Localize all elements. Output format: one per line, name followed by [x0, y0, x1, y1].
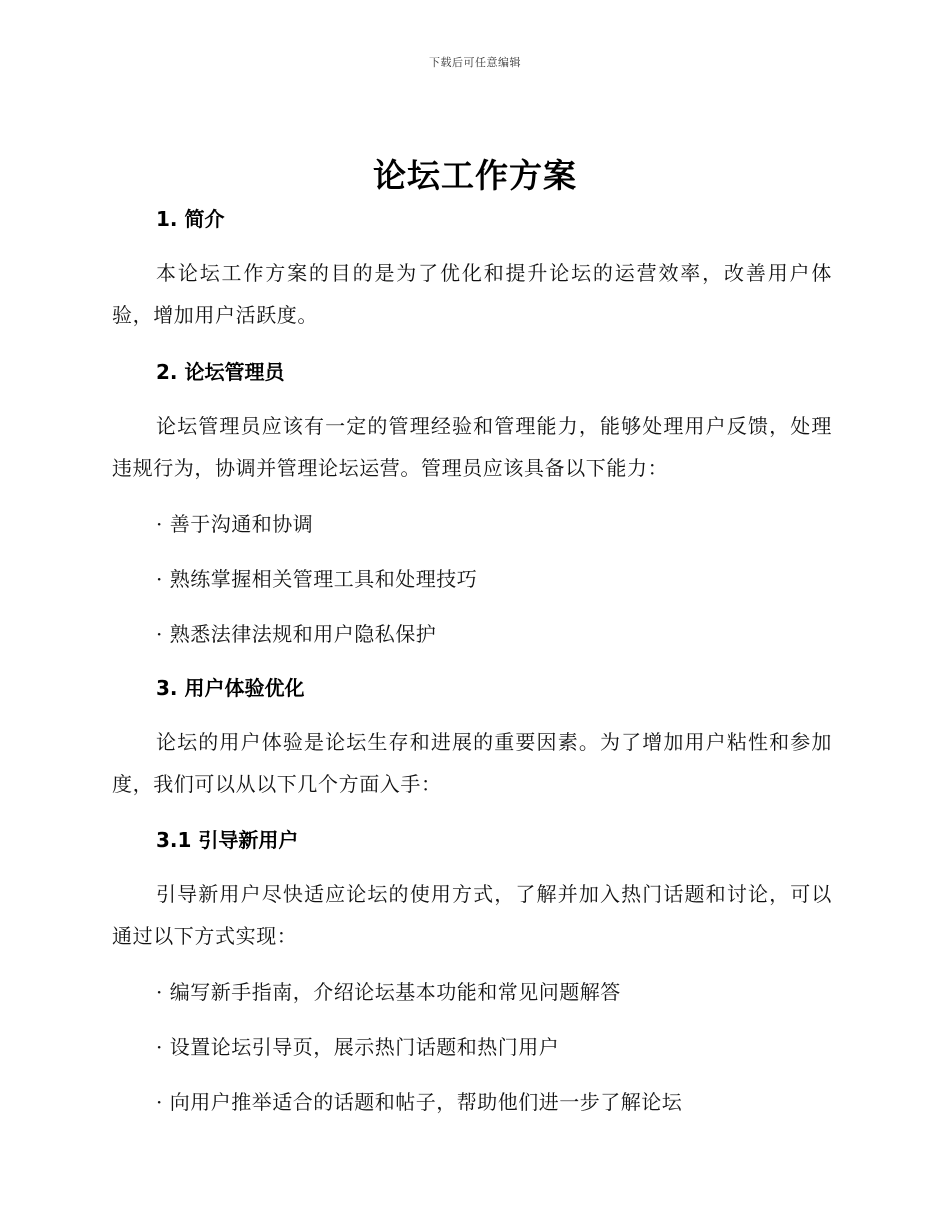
document-title: 论坛工作方案 — [373, 156, 577, 195]
header-note: 下载后可任意编辑 — [429, 56, 521, 69]
list-item-admin-1: · 善于沟通和协调 — [156, 512, 314, 536]
list-item-admin-2: · 熟练掌握相关管理工具和处理技巧 — [156, 567, 478, 591]
list-item-newusers-1: · 编写新手指南，介绍论坛基本功能和常见问题解答 — [156, 980, 621, 1004]
section-heading-admin: 2. 论坛管理员 — [156, 360, 285, 384]
list-item-newusers-3: · 向用户推举适合的话题和帖子，帮助他们进一步了解论坛 — [156, 1090, 683, 1114]
paragraph-ux: 论坛的用户体验是论坛生存和进展的重要因素。为了增加用户粘性和参加度，我们可以从以下几个方面入手： — [112, 730, 832, 796]
list-item-admin-3: · 熟悉法律法规和用户隐私保护 — [156, 622, 437, 646]
paragraph-newusers: 引导新用户尽快适应论坛的使用方式，了解并加入热门话题和讨论，可以通过以下方式实现： — [112, 882, 832, 948]
list-item-newusers-2: · 设置论坛引导页，展示热门话题和热门用户 — [156, 1035, 560, 1059]
section-heading-ux: 3. 用户体验优化 — [156, 676, 305, 700]
section-heading-newusers: 3.1 引导新用户 — [156, 828, 299, 852]
paragraph-admin: 论坛管理员应该有一定的管理经验和管理能力，能够处理用户反馈，处理违规行为，协调并管理论坛运营。管理员应该具备以下能力： — [112, 414, 832, 480]
section-heading-intro: 1. 简介 — [156, 207, 225, 231]
paragraph-intro: 本论坛工作方案的目的是为了优化和提升论坛的运营效率，改善用户体验，增加用户活跃度。 — [112, 261, 832, 327]
